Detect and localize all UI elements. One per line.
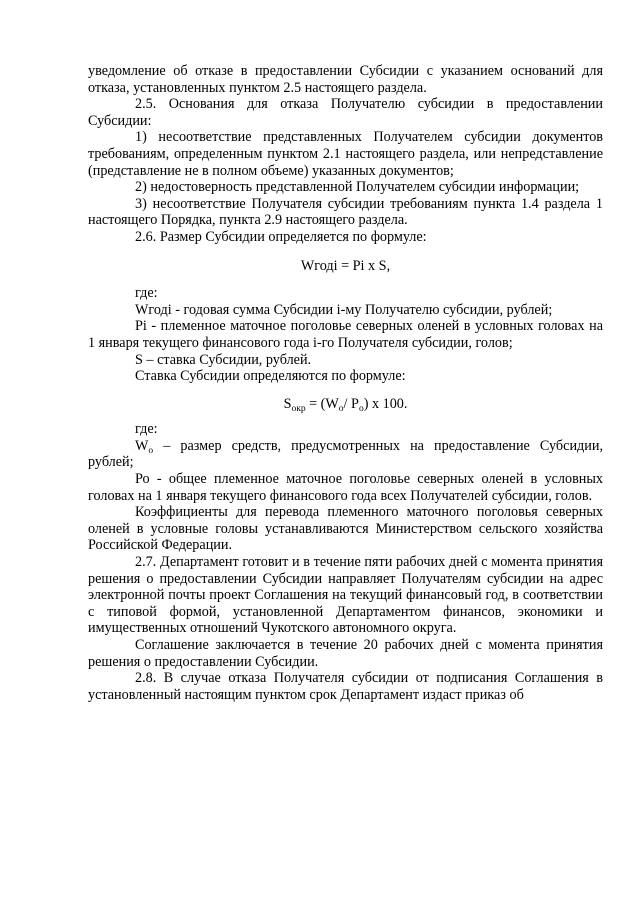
formula-part: S [283, 395, 292, 412]
formula-part: / P [343, 395, 359, 412]
formula-subsidy-rate [88, 396, 603, 413]
paragraph: 2.7. Департамент готовит и в течение пяти рабочих дней с момента принятия решения о предоставлении Субсидии направляет Получателям субсидии на адрес электронной почты проект Соглашения на текущий финансовый год, в соответствии с типовой формой, установленной Департаментом финансов, экономики и имущественных отношений Чукотского автономного округа. [88, 554, 603, 637]
paragraph: Pi - племенное маточное поголовье северных оленей в условных головах на 1 января текущего финансового года i-го Получателя субсидии, голов; [88, 318, 603, 351]
paragraph: 1) несоответствие представленных Получателем субсидии документов требованиям, определенным пунктом 2.1 настоящего раздела, или непредставление (представление не в полном объеме) указанных документов; [88, 129, 603, 179]
paragraph: S – ставка Субсидии, рублей. [135, 351, 312, 368]
formula-subscript: о [148, 445, 154, 456]
formula-part: = (W [305, 395, 339, 412]
paragraph: Коэффициенты для перевода племенного маточного поголовья северных оленей в условные головы устанавливаются Министерством сельского хозяйства Российской Федерации. [88, 504, 603, 554]
document-page [88, 63, 603, 703]
paragraph: Wгодi - годовая сумма Субсидии i-му Получателю субсидии, рублей; [135, 301, 553, 318]
formula-subscript: о [358, 403, 364, 414]
formula-annual-subsidy: Wгодi = Pi x S, [300, 257, 391, 274]
paragraph: Ставка Субсидии определяются по формуле: [135, 368, 406, 385]
paragraph: Соглашение заключается в течение 20 рабочих дней с момента принятия решения о предоставлении Субсидии. [88, 637, 603, 670]
paragraph [88, 438, 603, 471]
paragraph: где: [135, 285, 158, 302]
paragraph: где: [135, 421, 158, 438]
paragraph: 2.8. В случае отказа Получателя субсидии от подписания Соглашения в установленный настоящим пунктом срок Департамент издаст приказ об [88, 670, 603, 703]
paragraph-text: – размер средств, предусмотренных на предоставление Субсидии, рублей; [88, 437, 603, 471]
paragraph: 2) недостоверность представленной Получателем субсидии информации; [135, 179, 580, 196]
paragraph: уведомление об отказе в предоставлении Субсидии с указанием оснований для отказа, установленных пунктом 2.5 настоящего раздела. [88, 63, 603, 96]
paragraph: 3) несоответствие Получателя субсидии требованиям пункта 1.4 раздела 1 настоящего Порядка, пункта 2.9 настоящего раздела. [88, 195, 603, 229]
formula-part: ) x 100. [363, 395, 408, 412]
paragraph: 2.5. Основания для отказа Получателю субсидии в предоставлении Субсидии: [88, 96, 603, 129]
formula-subscript: о [338, 403, 344, 414]
formula-subscript: окр [291, 403, 306, 414]
paragraph: 2.6. Размер Субсидии определяется по формуле: [135, 228, 427, 245]
variable-w: W [135, 437, 149, 454]
paragraph: Ро - общее племенное маточное поголовье северных оленей в условных головах на 1 января текущего финансового года всех Получателей субсидии, голов. [88, 471, 603, 504]
